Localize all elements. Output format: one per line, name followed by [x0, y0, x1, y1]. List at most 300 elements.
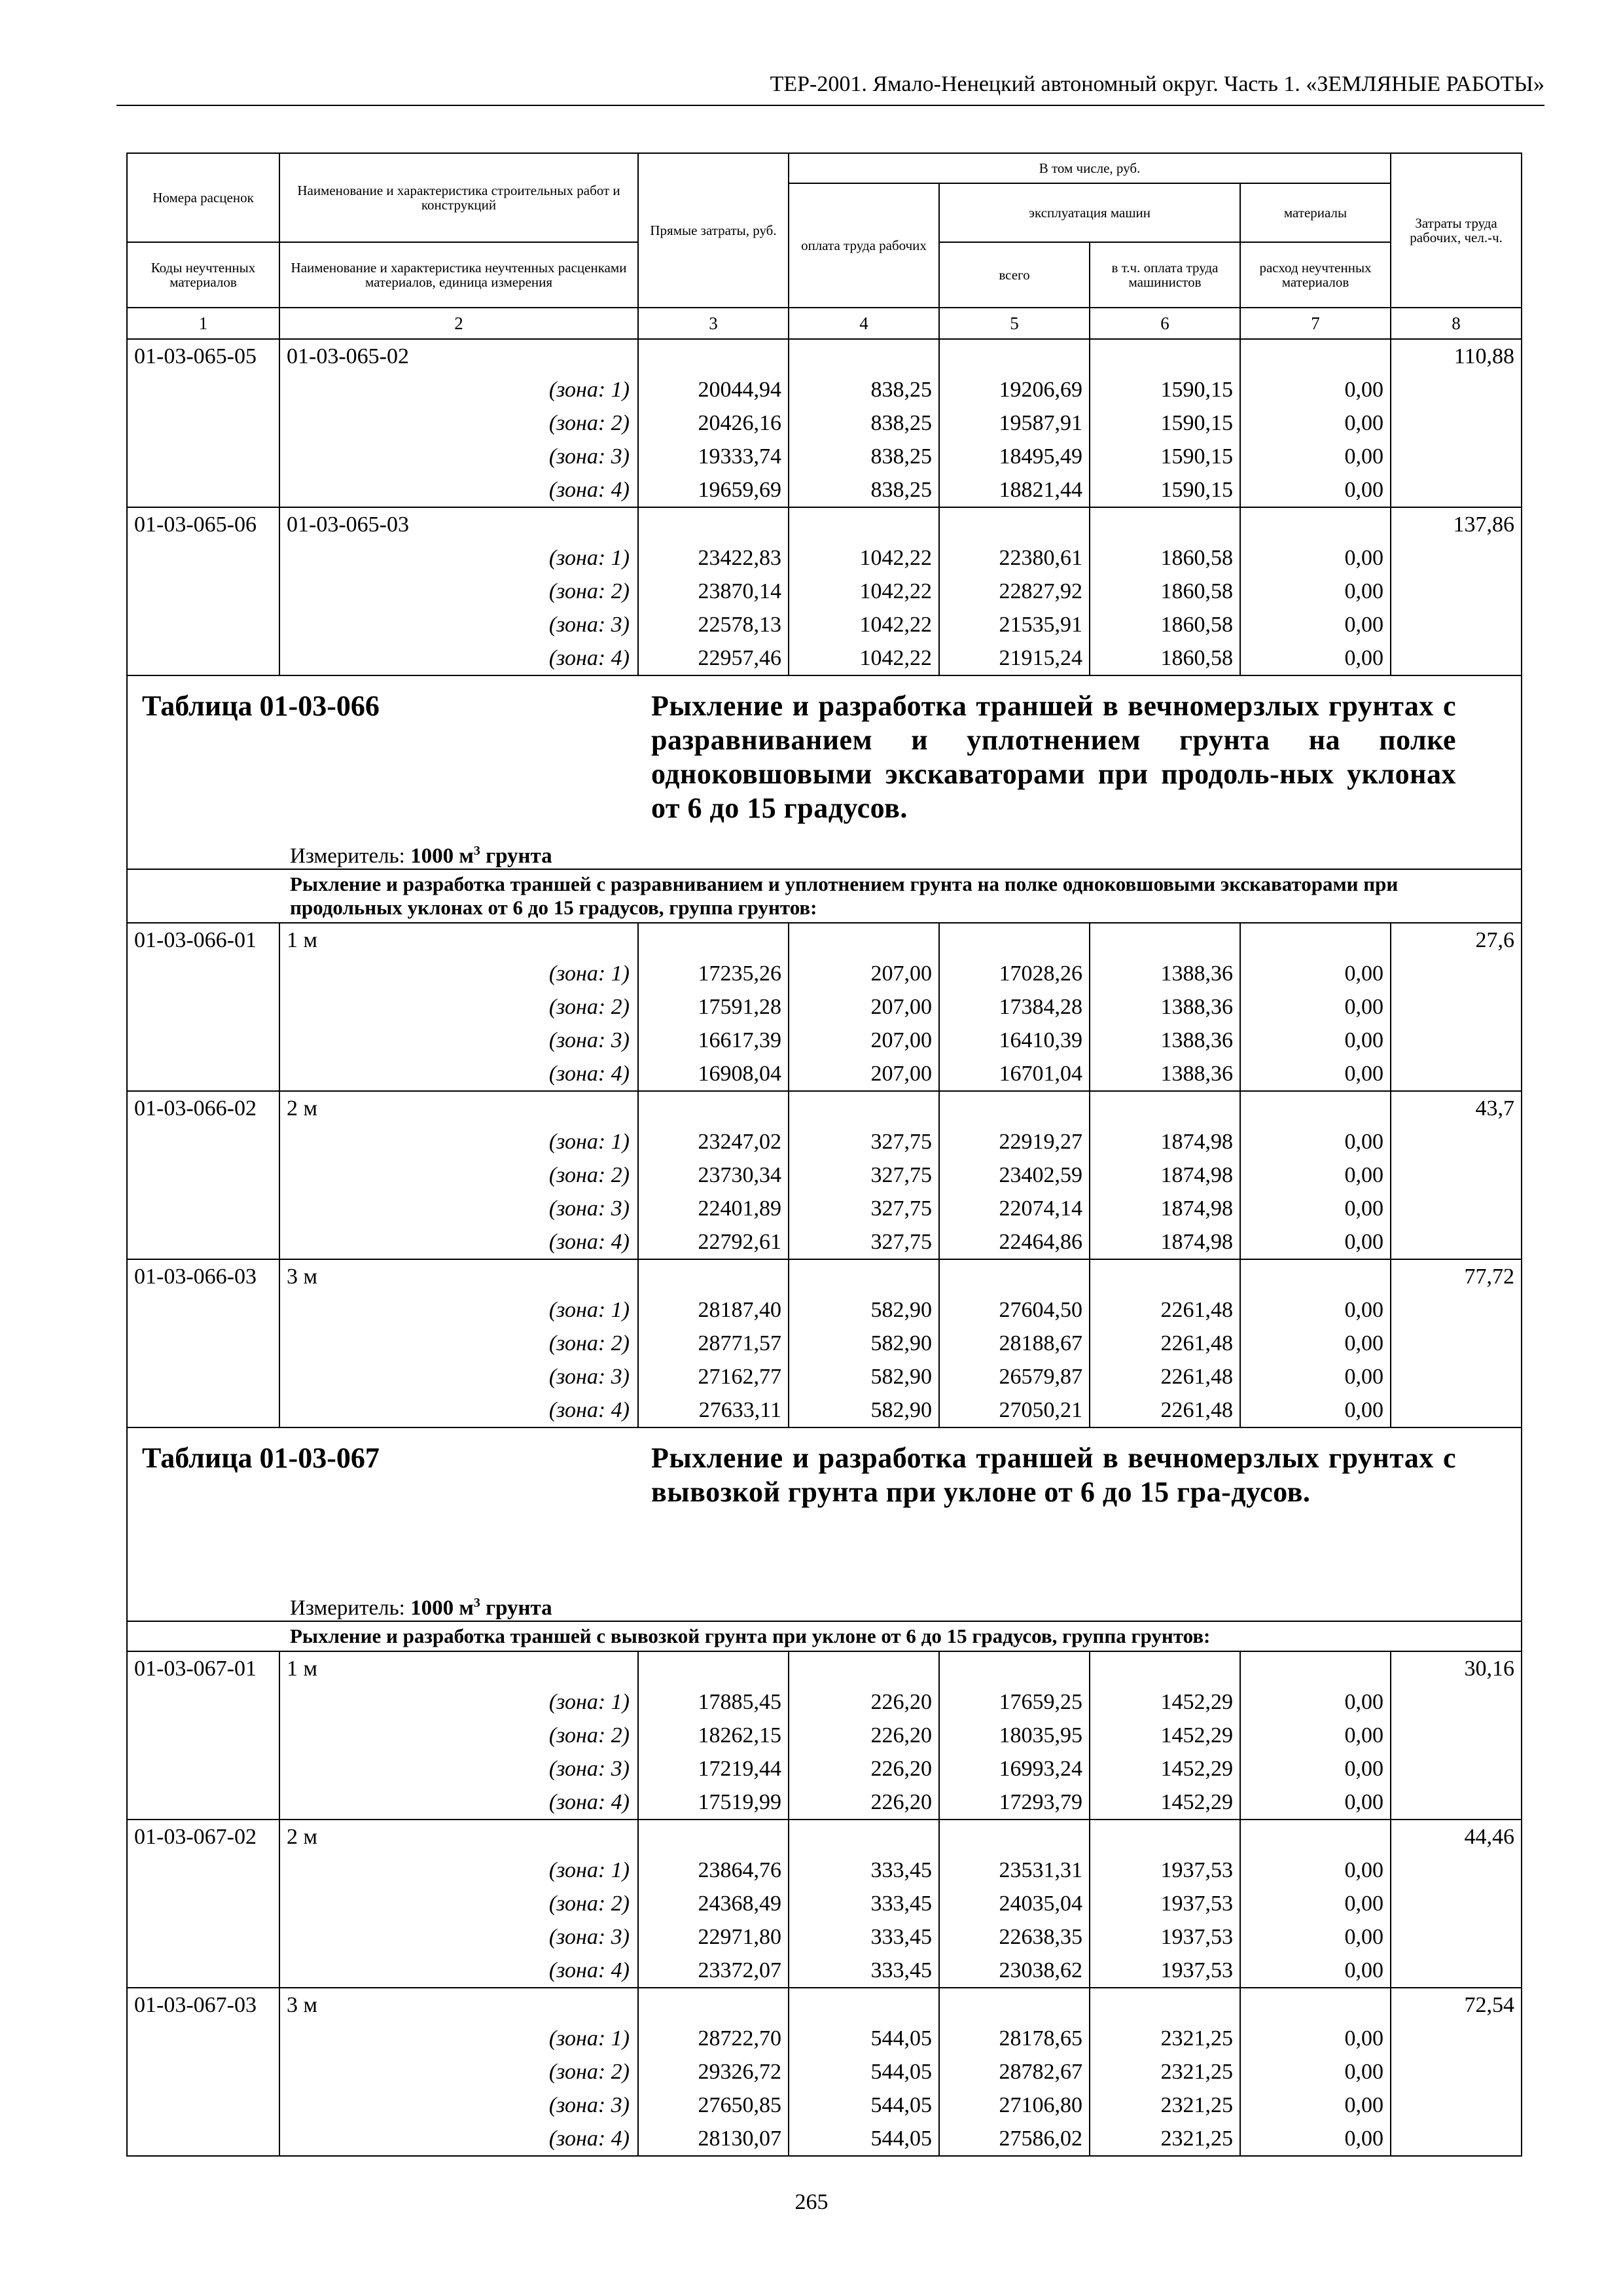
operator-pay: 1590,15 — [1090, 473, 1240, 507]
measure-prefix: Измеритель: — [290, 844, 405, 868]
empty-cell — [1391, 2089, 1522, 2122]
worker-pay: 582,90 — [789, 1360, 939, 1393]
materials-use: 0,00 — [1240, 1125, 1391, 1158]
materials-use: 0,00 — [1240, 2022, 1391, 2055]
zone-row — [127, 1920, 1522, 1954]
machines-total: 23038,62 — [939, 1954, 1090, 1988]
direct-cost: 28722,70 — [638, 2022, 789, 2055]
direct-cost: 27650,85 — [638, 2089, 789, 2122]
direct-cost: 23870,14 — [638, 575, 789, 608]
direct-cost: 22792,61 — [638, 1225, 789, 1259]
zone-row — [127, 1192, 1522, 1225]
empty-cell — [1391, 1887, 1522, 1920]
worker-pay: 327,75 — [789, 1192, 939, 1225]
header-row-1 — [127, 153, 1522, 183]
machines-total: 28782,67 — [939, 2055, 1090, 2089]
empty-cell — [127, 541, 279, 575]
rate-row — [127, 1259, 1522, 1293]
worker-pay: 544,05 — [789, 2055, 939, 2089]
operator-pay: 1937,53 — [1090, 1854, 1240, 1887]
direct-cost: 23422,83 — [638, 541, 789, 575]
empty-cell — [939, 1091, 1090, 1125]
worker-pay: 207,00 — [789, 957, 939, 990]
operator-pay: 2321,25 — [1090, 2022, 1240, 2055]
zone-label: (зона: 4) — [279, 1785, 638, 1820]
materials-use: 0,00 — [1240, 1719, 1391, 1752]
materials-use: 0,00 — [1240, 1192, 1391, 1225]
empty-cell — [1090, 1820, 1240, 1854]
col-number: 8 — [1391, 308, 1522, 339]
rate-code: 01-03-067-03 — [127, 1988, 279, 2022]
rate-name: 2 м — [279, 1091, 638, 1125]
zone-label: (зона: 2) — [279, 1719, 638, 1752]
empty-cell — [127, 1752, 279, 1785]
zone-label: (зона: 3) — [279, 608, 638, 641]
materials-use: 0,00 — [1240, 1954, 1391, 1988]
direct-cost: 27162,77 — [638, 1360, 789, 1393]
machines-total: 18821,44 — [939, 473, 1090, 507]
empty-cell — [127, 373, 279, 406]
operator-pay: 1860,58 — [1090, 641, 1240, 675]
empty-cell — [1391, 1393, 1522, 1427]
zone-row — [127, 1752, 1522, 1785]
direct-cost: 22578,13 — [638, 608, 789, 641]
header-rule — [116, 105, 1544, 106]
materials-use: 0,00 — [1240, 373, 1391, 406]
empty-cell — [1090, 339, 1240, 373]
measure-unit — [290, 1587, 552, 1625]
empty-cell — [127, 473, 279, 507]
machines-total: 21535,91 — [939, 608, 1090, 641]
operator-pay: 2321,25 — [1090, 2089, 1240, 2122]
empty-cell — [127, 1719, 279, 1752]
empty-cell — [127, 1954, 279, 1988]
empty-cell — [789, 1259, 939, 1293]
empty-cell — [127, 2055, 279, 2089]
direct-cost: 23372,07 — [638, 1954, 789, 1988]
worker-pay: 207,00 — [789, 1057, 939, 1091]
worker-pay: 333,45 — [789, 1887, 939, 1920]
zone-row — [127, 2022, 1522, 2055]
zone-row — [127, 1057, 1522, 1091]
empty-cell — [789, 1651, 939, 1685]
empty-cell — [127, 1024, 279, 1057]
machines-total: 21915,24 — [939, 641, 1090, 675]
materials-use: 0,00 — [1240, 406, 1391, 440]
rate-row — [127, 1091, 1522, 1125]
direct-cost: 19333,74 — [638, 440, 789, 473]
empty-cell — [1240, 923, 1391, 957]
column-numbers-row — [127, 308, 1522, 339]
worker-pay: 226,20 — [789, 1719, 939, 1752]
worker-pay: 207,00 — [789, 990, 939, 1024]
rate-code: 01-03-067-01 — [127, 1651, 279, 1685]
materials-use: 0,00 — [1240, 1752, 1391, 1785]
measure-sup: 3 — [473, 844, 480, 858]
worker-pay: 838,25 — [789, 373, 939, 406]
empty-cell — [127, 1785, 279, 1820]
col-number: 2 — [279, 308, 638, 339]
direct-cost: 22971,80 — [638, 1920, 789, 1954]
zone-label: (зона: 1) — [279, 1685, 638, 1719]
direct-cost: 17519,99 — [638, 1785, 789, 1820]
operator-pay: 1388,36 — [1090, 990, 1240, 1024]
zone-label: (зона: 3) — [279, 1024, 638, 1057]
machines-total: 18495,49 — [939, 440, 1090, 473]
empty-cell — [1391, 990, 1522, 1024]
empty-cell — [1240, 1259, 1391, 1293]
zone-row — [127, 2089, 1522, 2122]
empty-cell — [1090, 1091, 1240, 1125]
empty-cell — [1391, 1293, 1522, 1327]
empty-cell — [127, 2022, 279, 2055]
table-title: Рыхление и разработка траншей в вечномерзлых грунтах с вывозкой грунта при уклоне от 6 до 15 гра-дусов. — [651, 1442, 1456, 1508]
worker-pay: 226,20 — [789, 1752, 939, 1785]
zone-row — [127, 1954, 1522, 1988]
rate-name: 1 м — [279, 1651, 638, 1685]
empty-cell — [127, 440, 279, 473]
measure-prefix: Измеритель: — [290, 1596, 405, 1620]
machines-total: 23531,31 — [939, 1854, 1090, 1887]
col1-top-header: Номера расценок — [127, 153, 279, 242]
table-subtitle: Рыхление и разработка траншей с разравниванием и уплотнением грунта на полке одноковшовыми экскаваторами при продольных уклонах от 6 до 15 градусов, группа грунтов: — [127, 869, 1522, 923]
direct-cost: 17885,45 — [638, 1685, 789, 1719]
empty-cell — [1391, 1785, 1522, 1820]
empty-cell — [1391, 1854, 1522, 1887]
empty-cell — [1240, 1651, 1391, 1685]
col8-header: Затраты труда рабочих, чел.-ч. — [1391, 153, 1522, 308]
empty-cell — [1391, 1327, 1522, 1360]
rate-row — [127, 507, 1522, 541]
operator-pay: 1937,53 — [1090, 1954, 1240, 1988]
worker-pay: 544,05 — [789, 2122, 939, 2156]
labor-cost: 77,72 — [1391, 1259, 1522, 1293]
direct-cost: 20426,16 — [638, 406, 789, 440]
rate-name: 01-03-065-03 — [279, 507, 638, 541]
empty-cell — [789, 339, 939, 373]
zone-row — [127, 1225, 1522, 1259]
machines-total: 19587,91 — [939, 406, 1090, 440]
rate-name: 1 м — [279, 923, 638, 957]
direct-cost: 28187,40 — [638, 1293, 789, 1327]
operator-pay: 1388,36 — [1090, 957, 1240, 990]
machines-total: 27586,02 — [939, 2122, 1090, 2156]
rate-name: 2 м — [279, 1820, 638, 1854]
machines-total: 27050,21 — [939, 1393, 1090, 1427]
machines-total: 22074,14 — [939, 1192, 1090, 1225]
operator-pay: 2261,48 — [1090, 1293, 1240, 1327]
materials-use: 0,00 — [1240, 1920, 1391, 1954]
worker-pay: 582,90 — [789, 1293, 939, 1327]
machines-total: 22464,86 — [939, 1225, 1090, 1259]
materials-use: 0,00 — [1240, 2122, 1391, 2156]
empty-cell — [1391, 957, 1522, 990]
worker-pay: 226,20 — [789, 1785, 939, 1820]
materials-use: 0,00 — [1240, 1057, 1391, 1091]
worker-pay: 333,45 — [789, 1920, 939, 1954]
direct-cost: 19659,69 — [638, 473, 789, 507]
materials-use: 0,00 — [1240, 641, 1391, 675]
direct-cost: 17219,44 — [638, 1752, 789, 1785]
operator-pay: 1590,15 — [1090, 440, 1240, 473]
zone-row — [127, 406, 1522, 440]
empty-cell — [127, 1125, 279, 1158]
empty-cell — [127, 1685, 279, 1719]
zone-label: (зона: 3) — [279, 1192, 638, 1225]
col6-header: в т.ч. оплата труда машинистов — [1090, 242, 1240, 308]
empty-cell — [1391, 440, 1522, 473]
materials-use: 0,00 — [1240, 1024, 1391, 1057]
materials-use: 0,00 — [1240, 1887, 1391, 1920]
operator-pay: 1860,58 — [1090, 575, 1240, 608]
machines-total: 16701,04 — [939, 1057, 1090, 1091]
measure-unit — [290, 834, 552, 873]
table-title: Рыхление и разработка траншей в вечномерзлых грунтах с разравниванием и уплотнением грунта на полке одноковшовыми экскаваторами при продоль-ных уклонах от 6 до 15 градусов. — [651, 690, 1456, 824]
zone-label: (зона: 2) — [279, 990, 638, 1024]
empty-cell — [939, 923, 1090, 957]
empty-cell — [1391, 1360, 1522, 1393]
machines-total: 22380,61 — [939, 541, 1090, 575]
worker-pay: 838,25 — [789, 406, 939, 440]
direct-cost: 28130,07 — [638, 2122, 789, 2156]
machines-total: 28178,65 — [939, 2022, 1090, 2055]
worker-pay: 1042,22 — [789, 608, 939, 641]
zone-row — [127, 1360, 1522, 1393]
empty-cell — [1391, 2055, 1522, 2089]
rate-code: 01-03-067-02 — [127, 1820, 279, 1854]
col-number: 4 — [789, 308, 939, 339]
zone-row — [127, 1393, 1522, 1427]
empty-cell — [1391, 1057, 1522, 1091]
col4-header: оплата труда рабочих — [789, 183, 939, 308]
empty-cell — [1391, 575, 1522, 608]
worker-pay: 327,75 — [789, 1158, 939, 1192]
empty-cell — [1391, 608, 1522, 641]
zone-label: (зона: 2) — [279, 406, 638, 440]
rate-name: 3 м — [279, 1259, 638, 1293]
direct-cost: 28771,57 — [638, 1327, 789, 1360]
empty-cell — [789, 1091, 939, 1125]
rates-table — [126, 152, 1522, 2157]
empty-cell — [127, 1854, 279, 1887]
empty-cell — [1391, 1685, 1522, 1719]
rate-row — [127, 1988, 1522, 2022]
direct-cost: 22957,46 — [638, 641, 789, 675]
measure-value: 1000 м — [410, 844, 474, 868]
empty-cell — [1240, 339, 1391, 373]
col-number: 3 — [638, 308, 789, 339]
materials-use: 0,00 — [1240, 1360, 1391, 1393]
empty-cell — [127, 1887, 279, 1920]
zone-label: (зона: 2) — [279, 2055, 638, 2089]
empty-cell — [127, 957, 279, 990]
worker-pay: 333,45 — [789, 1954, 939, 1988]
empty-cell — [127, 1158, 279, 1192]
col1-bottom-header: Коды неучтенных материалов — [127, 242, 279, 308]
zone-label: (зона: 1) — [279, 1854, 638, 1887]
zone-row — [127, 575, 1522, 608]
labor-cost: 43,7 — [1391, 1091, 1522, 1125]
materials-use: 0,00 — [1240, 541, 1391, 575]
machines-total: 24035,04 — [939, 1887, 1090, 1920]
machines-total: 22919,27 — [939, 1125, 1090, 1158]
operator-pay: 2261,48 — [1090, 1360, 1240, 1393]
materials-use: 0,00 — [1240, 1158, 1391, 1192]
zone-label: (зона: 4) — [279, 1225, 638, 1259]
labor-cost: 110,88 — [1391, 339, 1522, 373]
operator-pay: 1937,53 — [1090, 1887, 1240, 1920]
empty-cell — [1391, 541, 1522, 575]
zone-row — [127, 641, 1522, 675]
worker-pay: 327,75 — [789, 1125, 939, 1158]
machines-total: 23402,59 — [939, 1158, 1090, 1192]
machines-total: 19206,69 — [939, 373, 1090, 406]
direct-cost: 27633,11 — [638, 1393, 789, 1427]
empty-cell — [939, 1988, 1090, 2022]
col-number: 7 — [1240, 308, 1391, 339]
worker-pay: 544,05 — [789, 2022, 939, 2055]
empty-cell — [789, 1988, 939, 2022]
operator-pay: 1452,29 — [1090, 1685, 1240, 1719]
empty-cell — [1240, 507, 1391, 541]
zone-row — [127, 1685, 1522, 1719]
worker-pay: 1042,22 — [789, 541, 939, 575]
table-title-row — [127, 675, 1522, 869]
rate-name: 3 м — [279, 1988, 638, 2022]
empty-cell — [1391, 641, 1522, 675]
zone-label: (зона: 2) — [279, 1158, 638, 1192]
zone-row — [127, 1293, 1522, 1327]
operator-pay: 1860,58 — [1090, 608, 1240, 641]
empty-cell — [939, 1651, 1090, 1685]
materials-use: 0,00 — [1240, 473, 1391, 507]
empty-cell — [127, 1057, 279, 1091]
materials-use: 0,00 — [1240, 1393, 1391, 1427]
materials-use: 0,00 — [1240, 1225, 1391, 1259]
direct-cost: 20044,94 — [638, 373, 789, 406]
direct-cost: 16617,39 — [638, 1024, 789, 1057]
direct-cost: 16908,04 — [638, 1057, 789, 1091]
rate-code: 01-03-066-02 — [127, 1091, 279, 1125]
empty-cell — [638, 1820, 789, 1854]
materials-use: 0,00 — [1240, 1293, 1391, 1327]
rate-name: 01-03-065-02 — [279, 339, 638, 373]
worker-pay: 544,05 — [789, 2089, 939, 2122]
empty-cell — [1240, 1988, 1391, 2022]
empty-cell — [1090, 1988, 1240, 2022]
materials-use: 0,00 — [1240, 1685, 1391, 1719]
zone-row — [127, 1854, 1522, 1887]
col5-header: всего — [939, 242, 1090, 308]
empty-cell — [1391, 1920, 1522, 1954]
zone-row — [127, 1158, 1522, 1192]
operator-pay: 1874,98 — [1090, 1158, 1240, 1192]
operator-pay: 1590,15 — [1090, 373, 1240, 406]
empty-cell — [1240, 1820, 1391, 1854]
direct-cost: 18262,15 — [638, 1719, 789, 1752]
zone-label: (зона: 3) — [279, 1920, 638, 1954]
empty-cell — [127, 1225, 279, 1259]
rate-row — [127, 1651, 1522, 1685]
empty-cell — [127, 1920, 279, 1954]
materials-use: 0,00 — [1240, 957, 1391, 990]
empty-cell — [939, 1259, 1090, 1293]
zone-label: (зона: 4) — [279, 1954, 638, 1988]
incl-group-header: В том числе, руб. — [789, 153, 1391, 183]
labor-cost: 44,46 — [1391, 1820, 1522, 1854]
zone-label: (зона: 2) — [279, 575, 638, 608]
col7-header: расход неучтенных материалов — [1240, 242, 1391, 308]
operator-pay: 1874,98 — [1090, 1125, 1240, 1158]
zone-label: (зона: 4) — [279, 1393, 638, 1427]
materials-use: 0,00 — [1240, 2055, 1391, 2089]
worker-pay: 207,00 — [789, 1024, 939, 1057]
zone-row — [127, 957, 1522, 990]
table-title-cell — [127, 1427, 1522, 1621]
operator-pay: 2261,48 — [1090, 1393, 1240, 1427]
zone-label: (зона: 3) — [279, 1360, 638, 1393]
zone-row — [127, 1024, 1522, 1057]
table-label: Таблица 01-03-066 — [142, 690, 380, 722]
empty-cell — [1391, 1954, 1522, 1988]
empty-cell — [1090, 1651, 1240, 1685]
empty-cell — [638, 1651, 789, 1685]
table-label: Таблица 01-03-067 — [142, 1442, 380, 1474]
operator-pay: 2321,25 — [1090, 2122, 1240, 2156]
table-title-cell — [127, 675, 1522, 869]
worker-pay: 333,45 — [789, 1854, 939, 1887]
operator-pay: 1452,29 — [1090, 1752, 1240, 1785]
empty-cell — [1391, 1225, 1522, 1259]
zone-row — [127, 1125, 1522, 1158]
empty-cell — [127, 1293, 279, 1327]
empty-cell — [1391, 1125, 1522, 1158]
direct-cost: 17235,26 — [638, 957, 789, 990]
empty-cell — [127, 1192, 279, 1225]
materials-use: 0,00 — [1240, 990, 1391, 1024]
empty-cell — [638, 1091, 789, 1125]
zone-row — [127, 990, 1522, 1024]
empty-cell — [127, 1360, 279, 1393]
empty-cell — [1391, 2122, 1522, 2156]
machines-total: 22827,92 — [939, 575, 1090, 608]
labor-cost: 27,6 — [1391, 923, 1522, 957]
labor-cost: 30,16 — [1391, 1651, 1522, 1685]
table-subtitle-row — [127, 1621, 1522, 1651]
empty-cell — [127, 575, 279, 608]
direct-cost: 17591,28 — [638, 990, 789, 1024]
zone-row — [127, 2055, 1522, 2089]
machines-total: 27604,50 — [939, 1293, 1090, 1327]
rate-code: 01-03-066-03 — [127, 1259, 279, 1293]
page-number: 265 — [794, 2190, 829, 2214]
operator-pay: 1874,98 — [1090, 1192, 1240, 1225]
worker-pay: 1042,22 — [789, 641, 939, 675]
labor-cost: 72,54 — [1391, 1988, 1522, 2022]
worker-pay: 838,25 — [789, 440, 939, 473]
empty-cell — [127, 2122, 279, 2156]
operator-pay: 2321,25 — [1090, 2055, 1240, 2089]
materials-use: 0,00 — [1240, 608, 1391, 641]
operator-pay: 1388,36 — [1090, 1057, 1240, 1091]
zone-label: (зона: 2) — [279, 1887, 638, 1920]
table-title-row — [127, 1427, 1522, 1621]
zone-row — [127, 1785, 1522, 1820]
rate-code: 01-03-065-06 — [127, 507, 279, 541]
machines-total: 16410,39 — [939, 1024, 1090, 1057]
empty-cell — [1090, 1259, 1240, 1293]
machines-total: 17293,79 — [939, 1785, 1090, 1820]
